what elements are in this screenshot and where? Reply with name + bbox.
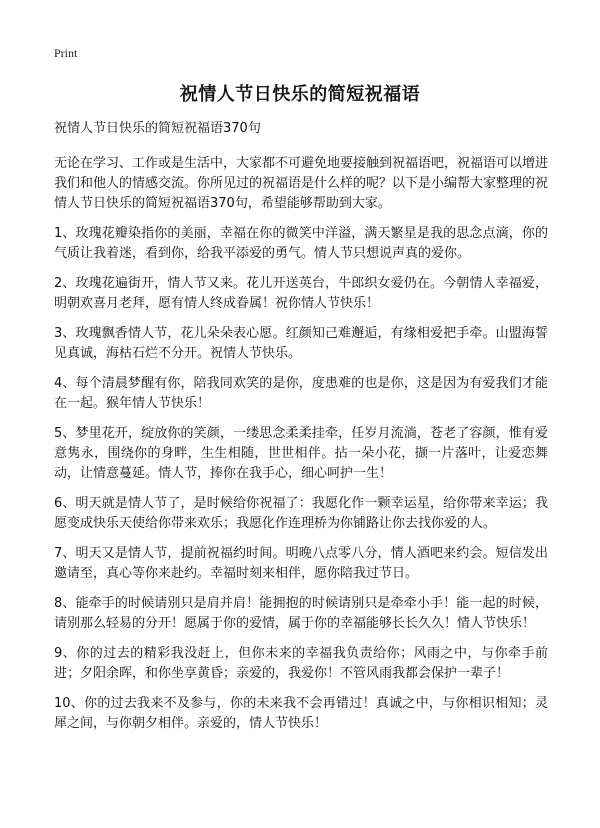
- blessing-item: 7、明天又是情人节，提前祝福约时间。明晚八点零八分，情人酒吧来约会。短信发出邀请至，真心等你来赴约。幸福时刻来相伴，愿你陪我过节日。: [54, 546, 548, 581]
- blessing-item: 9、你的过去的精彩我没赶上，但你未来的幸福我负责给你；风雨之中，与你牵手前进；夕阳余晖，和你坐享黄昏；亲爱的，我爱你！不管风雨我都会保护一辈子！: [54, 646, 548, 681]
- print-link[interactable]: Print: [54, 46, 78, 60]
- blessing-item: 2、玫瑰花遍街开，情人节又来。花儿开送英台，牛郎织女爱仍在。今朝情人幸福爱，明朝欢喜月老拜，愿有情人终成眷属！祝你情人节快乐！: [54, 276, 548, 311]
- blessing-item: 6、明天就是情人节了，是时候给你祝福了：我愿化作一颗幸运星，给你带来幸运；我愿变成快乐天使给你带来欢乐；我愿化作连理桥为你铺路让你去找你爱的人。: [54, 496, 548, 531]
- intro-paragraph: 无论在学习、工作或是生活中，大家都不可避免地要接触到祝福语吧，祝福语可以增进我们和他人的情感交流。你所见过的祝福语是什么样的呢？以下是小编帮大家整理的祝情人节日快乐的简短祝福语370句，希望能够帮助到大家。: [54, 156, 549, 211]
- article-body: [54, 119, 548, 744]
- blessing-item: 5、梦里花开，绽放你的笑颜，一缕思念柔柔挂牵，任岁月流淌，苍老了容颜，惟有爱意隽永，围绕你的身畔，生生相随，世世相伴。拈一朵小花，撷一片落叶，让爱恋舞动，让情意蔓延。情人节，捧你在我手心，细心呵护一生！: [54, 426, 548, 481]
- page-title: 祝情人节日快乐的简短祝福语: [179, 84, 421, 105]
- article-subtitle: 祝情人节日快乐的简短祝福语370句: [54, 121, 261, 136]
- blessing-item: 10、你的过去我来不及参与，你的未来我不会再错过！真诚之中，与你相识相知；灵犀之间，与你朝夕相伴。亲爱的，情人节快乐！: [54, 696, 548, 731]
- blessing-item: 4、每个清晨梦醒有你，陪我同欢笑的是你，度患难的也是你，这是因为有爱我们才能在一起。猴年情人节快乐！: [54, 376, 548, 411]
- blessing-item: 3、玫瑰飘香情人节，花儿朵朵表心愿。红颜知己难邂逅，有缘相爱把手牵。山盟海誓见真诚，海枯石烂不分开。祝情人节快乐。: [54, 326, 548, 361]
- blessing-item: 8、能牵手的时候请别只是肩并肩！能拥抱的时候请别只是牵牵小手！能一起的时候，请别那么轻易的分开！愿属于你的爱情，属于你的幸福能够长长久久！情人节快乐！: [54, 596, 548, 631]
- blessing-item: 1、玫瑰花瓣染指你的美丽，幸福在你的微笑中洋溢，满天繁星是我的思念点滴，你的气质让我着迷，看到你，给我平添爱的勇气。情人节只想说声真的爱你。: [54, 226, 548, 261]
